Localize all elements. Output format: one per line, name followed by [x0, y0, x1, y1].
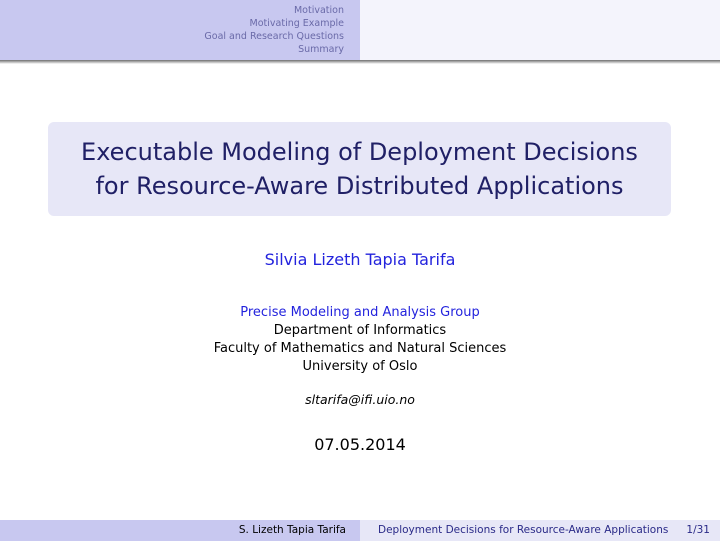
headline-bar [0, 0, 720, 60]
presentation-date: 07.05.2014 [314, 435, 406, 454]
headline-shadow [0, 60, 720, 64]
footer-title: Deployment Decisions for Resource-Aware Applications [378, 524, 669, 536]
footline-bar [0, 520, 720, 541]
research-group: Precise Modeling and Analysis Group [240, 305, 480, 320]
section-navigation [0, 0, 360, 60]
nav-item-goal-and-research-questions[interactable]: Goal and Research Questions [204, 31, 344, 42]
title-box [48, 122, 671, 216]
footer-title-box [360, 520, 720, 541]
author-email: sltarifa@ifi.uio.no [305, 392, 415, 407]
subsection-navigation [360, 0, 720, 60]
title-line-2: for Resource-Aware Distributed Applications [95, 172, 624, 200]
author-name: Silvia Lizeth Tapia Tarifa [264, 250, 456, 269]
page-number: 1/31 [686, 524, 710, 536]
nav-item-motivating-example[interactable]: Motivating Example [249, 18, 344, 29]
footer-author: S. Lizeth Tapia Tarifa [238, 524, 346, 536]
nav-item-summary[interactable]: Summary [298, 44, 344, 55]
footer-author-box [0, 520, 360, 541]
university: University of Oslo [302, 359, 418, 374]
faculty: Faculty of Mathematics and Natural Sciences [213, 341, 507, 356]
title-line-1: Executable Modeling of Deployment Decisions [81, 138, 638, 166]
nav-item-motivation[interactable]: Motivation [293, 5, 344, 16]
institute-block [0, 304, 720, 376]
department: Department of Informatics [273, 323, 447, 338]
